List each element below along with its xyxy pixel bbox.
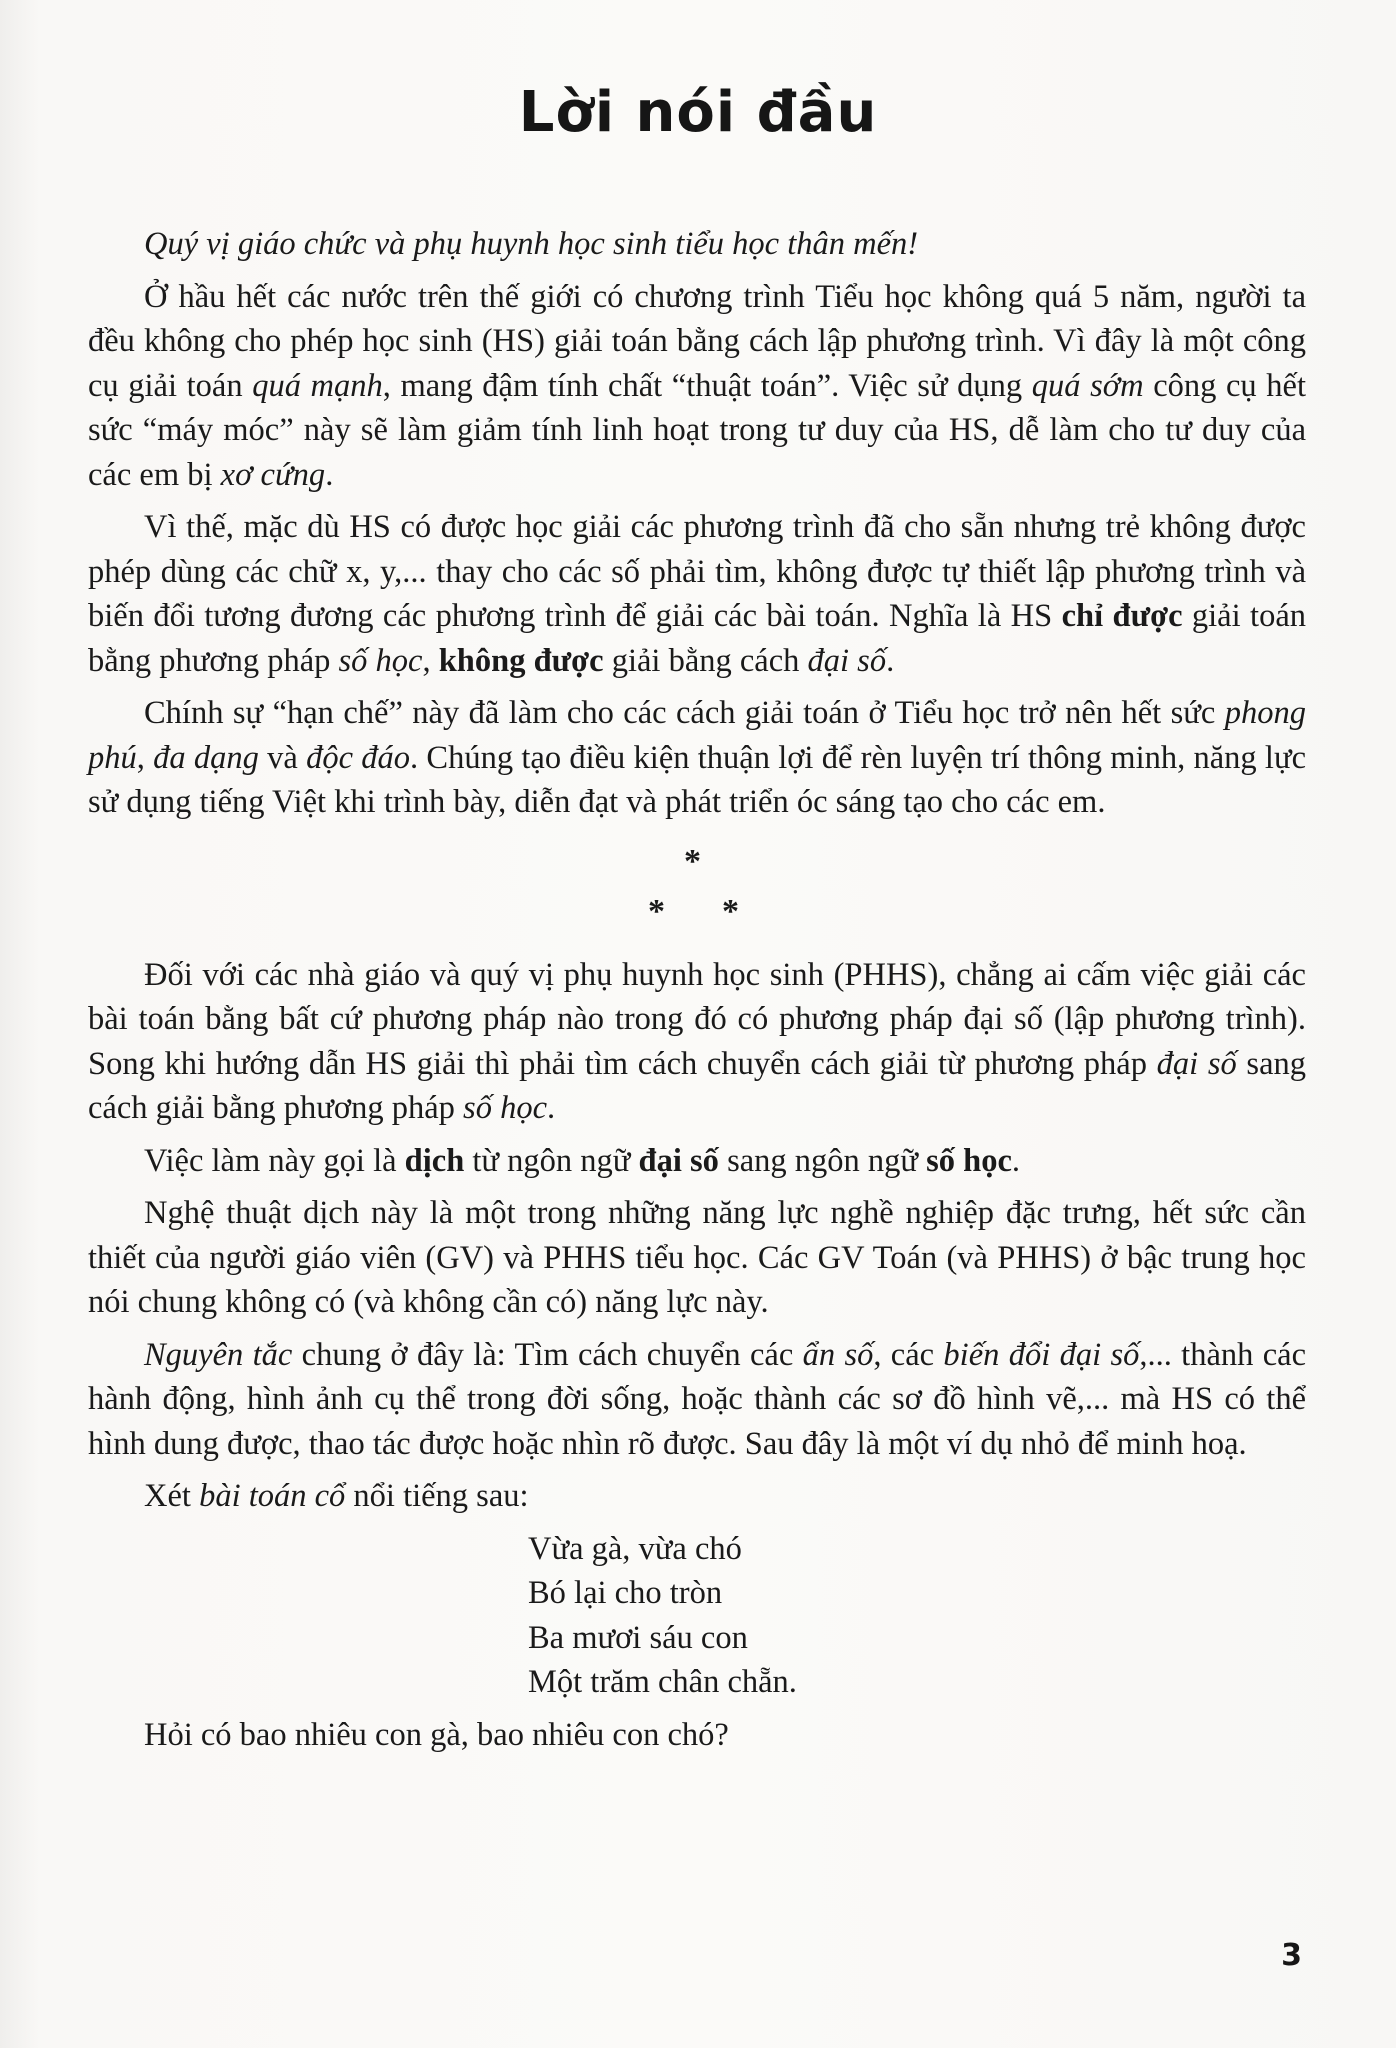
- text-run: giải bằng cách: [603, 642, 808, 679]
- text-run: Chính sự “hạn chế” này đã làm cho các cách giải toán ở Tiểu học trở nên hết sức: [144, 695, 1225, 731]
- text-run: ,... thành các hành động, hình ảnh cụ thể trong đời sống, hoặc thành các sơ đồ hình vẽ,... mà HS có thể hình dung được, thao tác được hoặc nhìn rõ được. Sau đây là một ví dụ nhỏ để minh hoạ.: [88, 1336, 1306, 1462]
- preface-body: [88, 222, 1306, 1765]
- italic-run: quá mạnh: [252, 367, 383, 404]
- text-run: ,: [136, 739, 154, 776]
- italic-run: phong phú: [88, 695, 1306, 776]
- text-run: Ở hầu hết các nước trên thế giới có chương trình Tiểu học không quá 5 năm, người ta đều không cho phép học sinh (HS) giải toán bằng cách lập phương trình. Vì đây là một công cụ giải toán: [88, 278, 1306, 404]
- text-run: giải toán bằng phương pháp: [88, 598, 1306, 679]
- poem-line: Một trăm chân chẵn.: [528, 1664, 797, 1700]
- paragraph-8: [88, 1474, 1306, 1519]
- italic-run: đại số: [1156, 1045, 1237, 1082]
- italic-run: biến đổi đại số: [943, 1336, 1140, 1373]
- poem-line: Bó lại cho tròn: [528, 1575, 723, 1611]
- text-run: và: [258, 739, 307, 776]
- text-run: từ ngôn ngữ: [464, 1142, 639, 1179]
- italic-run: đa dạng: [153, 739, 259, 776]
- italic-run: độc đáo: [306, 739, 411, 776]
- text-run: , mang đậm tính chất “thuật toán”. Việc sử dụng: [382, 367, 1032, 404]
- italic-run: đại số: [807, 642, 887, 679]
- italic-run: bài toán cổ: [199, 1478, 346, 1514]
- italic-run: xơ cứng: [220, 456, 326, 493]
- text-run: nổi tiếng sau:: [345, 1478, 529, 1514]
- text-run: , các: [873, 1336, 944, 1373]
- text-run: Việc làm này gọi là: [144, 1142, 405, 1179]
- salutation: Quý vị giáo chức và phụ huynh học sinh tiểu học thân mến!: [144, 226, 919, 262]
- text-run: .: [325, 456, 334, 493]
- paragraph-5: [88, 1139, 1306, 1184]
- text-run: sang cách giải bằng phương pháp: [88, 1045, 1307, 1126]
- text-run: ,: [422, 642, 439, 679]
- text-run: chung ở đây là: Tìm cách chuyển các: [292, 1336, 803, 1373]
- paragraph-6: Nghệ thuật dịch này là một trong những năng lực nghề nghiệp đặc trưng, hết sức cần thiết của người giáo viên (GV) và PHHS tiểu học. Các GV Toán (và PHHS) ở bậc trung học nói chung không có (và không cần có) năng lực này.: [88, 1195, 1306, 1320]
- bold-run: đại số: [638, 1142, 719, 1179]
- paragraph-2: [88, 505, 1306, 683]
- bold-run: không được: [438, 642, 604, 679]
- text-run: . Chúng tạo điều kiện thuận lợi để rèn luyện trí thông minh, năng lực sử dụng tiếng Việt khi trình bày, diễn đạt và phát triển óc sáng tạo cho các em.: [88, 739, 1306, 820]
- asterisk: *: [722, 892, 739, 930]
- italic-run: số học: [338, 642, 423, 679]
- text-run: sang ngôn ngữ: [718, 1142, 927, 1179]
- italic-run: số học: [463, 1090, 547, 1126]
- text-run: Xét: [144, 1478, 200, 1514]
- page-number: 3: [1281, 1938, 1302, 1973]
- paragraph-1: [88, 275, 1306, 498]
- bold-run: chỉ được: [1061, 598, 1183, 634]
- text-run: Vì thế, mặc dù HS có được học giải các phương trình đã cho sẵn nhưng trẻ không được phép dùng các chữ x, y,... thay cho các số phải tìm, không được tự thiết lập phương trình và biến đổi tương đương các phương trình để giải các bài toán. Nghĩa là HS: [88, 509, 1306, 634]
- italic-run: quá sớm: [1031, 367, 1144, 404]
- text-run: công cụ hết sức “máy móc” này sẽ làm giảm tính linh hoạt trong tư duy của HS, dễ làm cho tư duy của các em bị: [88, 367, 1306, 493]
- bold-run: dịch: [404, 1142, 465, 1179]
- section-separator: [88, 833, 1306, 945]
- folk-poem: [528, 1527, 1306, 1705]
- text-run: Đối với các nhà giáo và quý vị phụ huynh học sinh (PHHS), chẳng ai cấm việc giải các bài toán bằng bất cứ phương pháp nào trong đó có phương pháp đại số (lập phương trình). Song khi hướng dẫn HS giải thì phải tìm cách chuyển cách giải từ phương pháp: [88, 956, 1306, 1082]
- text-run: .: [547, 1090, 556, 1126]
- text-run: .: [1011, 1142, 1021, 1179]
- question: Hỏi có bao nhiêu con gà, bao nhiêu con chó?: [144, 1716, 729, 1753]
- text-run: .: [886, 642, 895, 679]
- poem-line: Ba mươi sáu con: [528, 1619, 748, 1656]
- bold-run: số học: [926, 1142, 1012, 1179]
- paragraph-3: [88, 691, 1306, 825]
- paragraph-7: [88, 1333, 1306, 1467]
- asterisk: *: [684, 842, 701, 880]
- asterisk: *: [648, 892, 665, 930]
- page-title: Lời nói đầu: [518, 80, 878, 145]
- paragraph-4: [88, 953, 1306, 1131]
- italic-run: ẩn số: [802, 1336, 874, 1373]
- italic-run: Nguyên tắc: [144, 1336, 293, 1373]
- poem-line: Vừa gà, vừa chó: [528, 1530, 742, 1567]
